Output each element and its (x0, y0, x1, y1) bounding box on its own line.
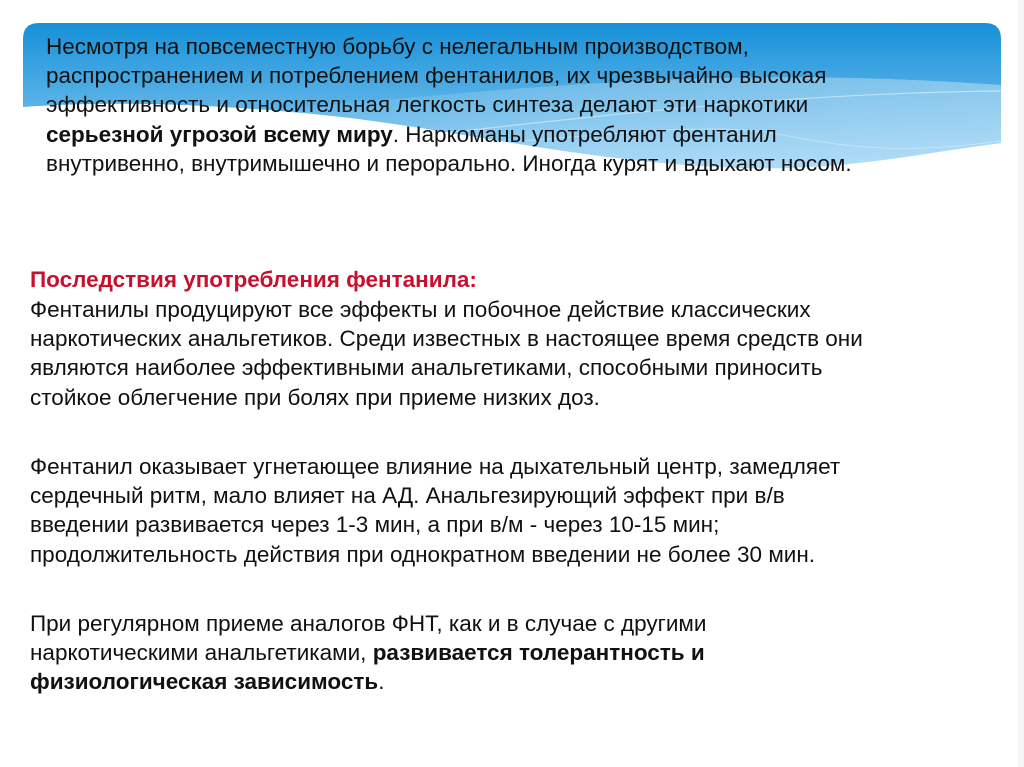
paragraph-pharmacology (30, 452, 990, 569)
emphasis-text: физиологическая зависимость (30, 669, 379, 695)
slide-edge (1018, 0, 1024, 767)
paragraph-line: наркотических анальгетиков. Среди известных в настоящее время средств они (30, 326, 863, 352)
paragraph-line: стойкое облегчение при болях при приеме низких доз. (30, 384, 600, 410)
intro-line: Несмотря на повсеместную борьбу с нелегальным производством, (46, 34, 749, 59)
paragraph-tolerance (30, 609, 990, 697)
emphasis-text: серьезной угрозой всему миру (46, 121, 393, 147)
section-heading: Последствия употребления фентанила: (30, 267, 477, 292)
intro-line: серьезной угрозой всему миру. Наркоманы употребляют фентанил (46, 121, 777, 147)
paragraph-line: При регулярном приеме аналогов ФНТ, как и в случае с другими (30, 611, 707, 636)
intro-text (46, 32, 986, 178)
paragraph-line: продолжительность действия при однократном введении не более 30 мин. (30, 541, 816, 567)
intro-line: внутривенно, внутримышечно и перорально. Иногда курят и вдыхают носом. (46, 150, 852, 176)
paragraph-line: являются наиболее эффективными анальгетиками, способными приносить (30, 355, 823, 381)
emphasis-text: развивается толерантность и (372, 640, 705, 666)
paragraph-line: Фентанилы продуцируют все эффекты и побочное действие классических (30, 297, 811, 322)
intro-line: эффективность и относительная легкость синтеза делают эти наркотики (46, 92, 809, 118)
paragraph-effects (30, 295, 990, 412)
paragraph-line: наркотическими анальгетиками, развивается толерантность и (30, 640, 705, 666)
paragraph-line: Фентанил оказывает угнетающее влияние на дыхательный центр, замедляет (30, 454, 841, 479)
paragraph-line: физиологическая зависимость. (30, 669, 385, 695)
paragraph-line: сердечный ритм, мало влияет на АД. Анальгезирующий эффект при в/в (30, 483, 785, 509)
paragraph-line: введении развивается через 1-3 мин, а при в/м - через 10-15 мин; (30, 512, 720, 538)
intro-line: распространением и потреблением фентанилов, их чрезвычайно высокая (46, 63, 827, 89)
